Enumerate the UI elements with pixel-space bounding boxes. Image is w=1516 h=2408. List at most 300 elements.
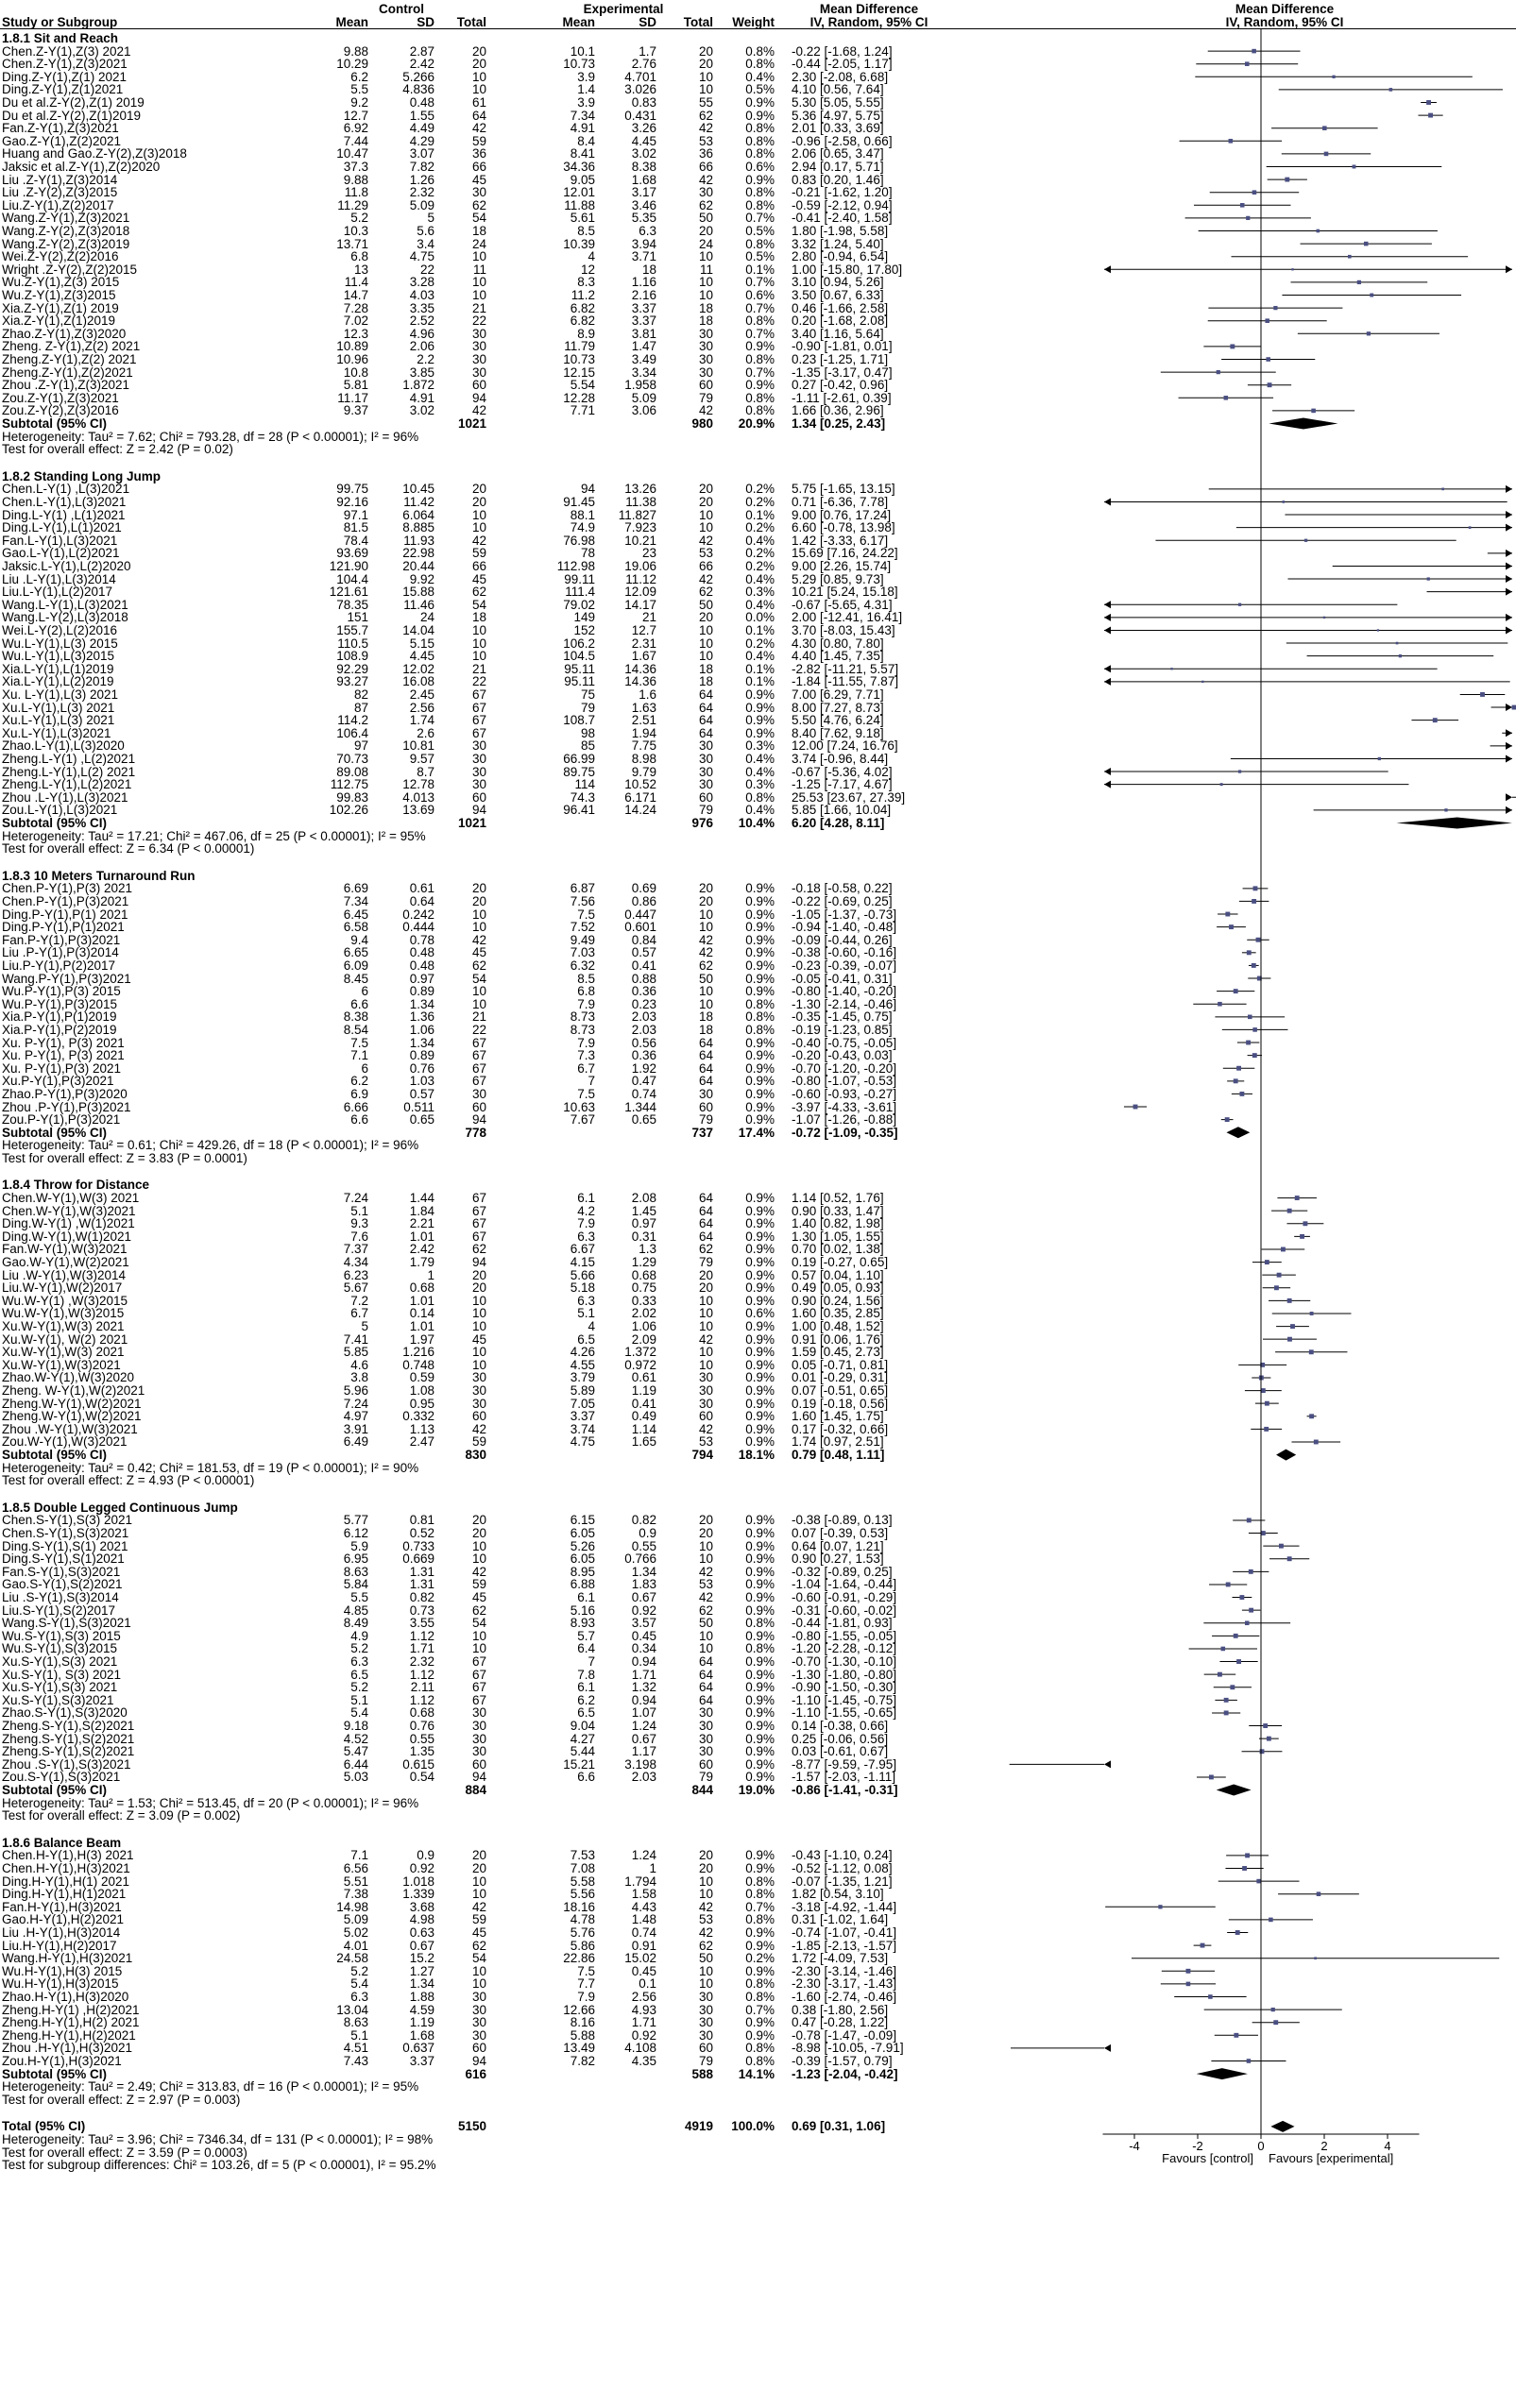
study-name: Xu.L-Y(1),L(3)2021 [2, 725, 111, 740]
study-w: 0.9% [745, 2015, 775, 2030]
study-w: 0.8% [745, 1616, 775, 1631]
study-name: Xu.W-Y(1),W(3)2021 [2, 1357, 121, 1372]
study-cn: 10 [471, 1887, 486, 1902]
study-cn: 10 [471, 920, 486, 935]
study-cn: 10 [471, 520, 486, 535]
study-em: 94 [580, 482, 595, 497]
study-name: Ding.Z-Y(1),Z(1)2021 [2, 82, 124, 97]
study-cn: 59 [471, 1577, 486, 1592]
study-csd: 4.98 [409, 1912, 434, 1927]
study-name: Zhou .S-Y(1),S(3)2021 [2, 1756, 131, 1772]
study-em: 85 [580, 738, 595, 754]
study-name: Liu .H-Y(1),H(3)2014 [2, 1925, 121, 1940]
study-csd: 1.339 [402, 1887, 434, 1902]
study-point [1309, 1349, 1314, 1354]
study-point [1217, 370, 1220, 374]
study-em: 112.98 [556, 558, 595, 573]
study-csd: 3.68 [409, 1899, 434, 1914]
study-cm: 4.51 [343, 2041, 368, 2056]
study-point [1279, 1544, 1284, 1549]
study-em: 4.91 [570, 121, 595, 136]
study-ci: 1.59 [0.45, 2.73] [792, 1345, 884, 1360]
study-w: 0.9% [745, 1654, 775, 1670]
study-ci: 8.00 [7.27, 8.73] [792, 700, 884, 715]
study-em: 7.5 [577, 907, 595, 922]
study-point [1264, 1427, 1269, 1432]
study-em: 99.11 [564, 571, 595, 586]
study-point [1260, 1749, 1265, 1754]
study-esd: 2.76 [631, 57, 656, 72]
study-w: 0.9% [745, 1345, 775, 1360]
study-en: 30 [698, 185, 713, 200]
study-name: Wu.L-Y(1),L(3)2015 [2, 649, 115, 664]
study-em: 78 [580, 546, 595, 561]
study-cn: 67 [471, 1692, 486, 1707]
study-name: Xu.W-Y(1), W(2) 2021 [2, 1331, 128, 1347]
study-en: 30 [698, 365, 713, 380]
ci-right-arrow [1506, 704, 1512, 711]
ci-right-arrow [1506, 806, 1512, 814]
overall-effect-note: Test for overall effect: Z = 2.97 (P = 0.003) [2, 2092, 241, 2107]
study-ci: -0.41 [-2.40, 1.58] [792, 211, 893, 226]
study-en: 42 [698, 1331, 713, 1347]
study-ci: -0.90 [-1.50, -0.30] [792, 1680, 897, 1695]
study-em: 7.8 [577, 1667, 595, 1682]
forest-plot-chart [1100, 0, 1516, 2408]
study-name: Fan.P-Y(1),P(3)2021 [2, 932, 121, 947]
study-w: 0.2% [745, 520, 775, 535]
study-cn: 30 [471, 1396, 486, 1411]
study-ci: -1.30 [-1.80, -0.80] [792, 1667, 897, 1682]
study-point [1277, 1273, 1282, 1278]
study-em: 13.49 [563, 2041, 595, 2056]
heterogeneity-note: Heterogeneity: Tau² = 2.49; Chi² = 313.83, df = 16 (P < 0.00001); I² = 95% [2, 2079, 419, 2094]
total-ci: 0.69 [0.31, 1.06] [792, 2119, 886, 2134]
study-w: 0.7% [745, 211, 775, 226]
study-name: Chen.Z-Y(1),Z(3)2021 [2, 57, 128, 72]
study-cm: 3.8 [350, 1370, 368, 1385]
study-esd: 0.431 [624, 108, 656, 123]
study-en: 18 [698, 314, 713, 329]
study-csd: 3.28 [409, 275, 434, 290]
subtotal-diamond [1276, 1450, 1296, 1461]
study-cm: 37.3 [343, 160, 368, 174]
study-esd: 2.03 [631, 1009, 656, 1025]
study-name: Zheng.S-Y(1),S(2)2021 [2, 1744, 135, 1759]
study-csd: 2.47 [409, 1434, 434, 1450]
study-em: 10.63 [563, 1099, 595, 1114]
study-en: 20 [698, 482, 713, 497]
study-esd: 0.91 [631, 1938, 656, 1953]
study-esd: 0.1 [639, 1976, 656, 1992]
study-point [1239, 1092, 1244, 1096]
study-point [1317, 1891, 1321, 1896]
study-cn: 45 [471, 1331, 486, 1347]
study-esd: 1.34 [631, 1564, 656, 1579]
study-csd: 1.35 [409, 1744, 434, 1759]
study-em: 98 [580, 725, 595, 740]
study-en: 30 [698, 2015, 713, 2030]
study-name: Wei.Z-Y(2),Z(2)2016 [2, 249, 119, 264]
study-cm: 6.12 [343, 1526, 368, 1541]
study-esd: 0.23 [631, 996, 656, 1011]
study-em: 3.79 [570, 1370, 595, 1385]
study-cn: 10 [471, 1552, 486, 1567]
study-point [1266, 357, 1270, 362]
study-em: 10.73 [563, 57, 595, 72]
study-cm: 9.18 [343, 1719, 368, 1734]
study-ci: 4.40 [1.45, 7.35] [792, 649, 884, 664]
study-point [1267, 1737, 1271, 1741]
study-en: 18 [698, 1022, 713, 1037]
study-name: Ding.W-Y(1) ,W(1)2021 [2, 1216, 135, 1231]
study-cm: 7.28 [343, 300, 368, 315]
study-w: 0.9% [745, 1074, 775, 1089]
study-en: 20 [698, 1861, 713, 1875]
ci-right-arrow [1506, 562, 1512, 569]
study-point [1186, 1982, 1191, 1987]
study-name: Xu.L-Y(1),L(3) 2021 [2, 700, 115, 715]
study-en: 60 [698, 789, 713, 805]
subtotal-weight: 20.9% [738, 416, 775, 431]
study-name: Chen.W-Y(1),W(3) 2021 [2, 1191, 140, 1206]
subtotal-control-total: 1021 [457, 815, 486, 830]
study-csd: 1.01 [409, 1229, 434, 1244]
study-point [1252, 190, 1257, 195]
study-ci: 1.66 [0.36, 2.96] [792, 403, 884, 418]
study-ci: 3.50 [0.67, 6.33] [792, 288, 884, 302]
study-ci: -0.22 [-1.68, 1.24] [792, 43, 893, 59]
study-csd: 15.2 [409, 1951, 434, 1966]
study-esd: 0.447 [624, 907, 656, 922]
total-overall-note: Test for overall effect: Z = 3.59 (P = 0.0003) [2, 2145, 247, 2160]
study-esd: 0.94 [631, 1654, 656, 1670]
study-cn: 59 [471, 1912, 486, 1927]
study-cm: 5.1 [350, 1203, 368, 1218]
study-em: 6.67 [570, 1242, 595, 1257]
study-ci: -0.05 [-0.41, 0.31] [792, 971, 893, 986]
study-cm: 5.1 [350, 1692, 368, 1707]
study-w: 0.7% [745, 1899, 775, 1914]
study-em: 5.1 [577, 1306, 595, 1321]
study-esd: 0.601 [624, 920, 656, 935]
study-en: 30 [698, 764, 713, 779]
study-name: Zheng.H-Y(1),H(2) 2021 [2, 2015, 140, 2030]
study-em: 6.88 [570, 1577, 595, 1592]
subtotal-weight: 10.4% [738, 815, 775, 830]
study-point [1246, 1041, 1251, 1045]
study-point [1269, 1918, 1273, 1923]
study-csd: 1.88 [409, 1990, 434, 2004]
study-point [1282, 500, 1285, 503]
study-en: 10 [698, 920, 713, 935]
study-csd: 1.34 [409, 1976, 434, 1992]
subtotal-ci: -0.72 [-1.09, -0.35] [792, 1125, 898, 1140]
study-ci: 2.94 [0.17, 5.71] [792, 160, 884, 174]
study-cm: 5.09 [343, 1912, 368, 1927]
study-w: 0.8% [745, 1022, 775, 1037]
study-name: Gao.W-Y(1),W(2)2021 [2, 1255, 129, 1270]
study-en: 42 [698, 571, 713, 586]
study-cm: 5.03 [343, 1770, 368, 1785]
study-ci: 0.07 [-0.39, 0.53] [792, 1526, 889, 1541]
study-esd: 1.24 [631, 1848, 656, 1863]
study-cm: 6.3 [350, 1990, 368, 2004]
study-en: 30 [698, 777, 713, 792]
study-w: 0.9% [745, 1112, 775, 1128]
study-w: 0.9% [745, 1203, 775, 1218]
study-cm: 5.02 [343, 1925, 368, 1940]
study-en: 64 [698, 713, 713, 728]
study-cn: 45 [471, 1590, 486, 1605]
study-esd: 1.58 [631, 1887, 656, 1902]
study-cn: 45 [471, 571, 486, 586]
study-csd: 3.07 [409, 146, 434, 161]
study-w: 0.9% [745, 1409, 775, 1424]
study-em: 7.5 [577, 1963, 595, 1978]
study-w: 0.8% [745, 2041, 775, 2056]
study-en: 64 [698, 725, 713, 740]
subtotal-diamond [1396, 817, 1512, 828]
study-csd: 0.242 [402, 907, 434, 922]
study-csd: 1.68 [409, 2027, 434, 2043]
study-esd: 1.71 [631, 1667, 656, 1682]
study-w: 0.9% [745, 1538, 775, 1553]
study-cm: 5.67 [343, 1280, 368, 1296]
study-csd: 0.68 [409, 1280, 434, 1296]
study-ci: 8.40 [7.62, 9.18] [792, 725, 884, 740]
study-esd: 4.45 [631, 133, 656, 148]
study-cn: 67 [471, 1074, 486, 1089]
study-point [1364, 242, 1369, 246]
study-en: 18 [698, 661, 713, 676]
study-name: Fan.L-Y(1),L(3)2021 [2, 533, 118, 548]
study-esd: 2.31 [631, 636, 656, 651]
study-ci: -0.22 [-0.69, 0.25] [792, 893, 893, 908]
study-w: 0.9% [745, 907, 775, 922]
study-en: 30 [698, 1086, 713, 1101]
study-em: 6.5 [577, 1705, 595, 1721]
study-cm: 155.7 [336, 622, 368, 637]
study-ci: 4.10 [0.56, 7.64] [792, 82, 884, 97]
study-ci: 0.64 [0.07, 1.21] [792, 1538, 884, 1553]
study-ci: -1.20 [-2.28, -0.12] [792, 1641, 897, 1656]
total-diamond [1270, 2121, 1294, 2132]
study-csd: 1.872 [402, 378, 434, 393]
ci-right-arrow [1506, 755, 1512, 762]
study-w: 0.9% [745, 1242, 775, 1257]
study-csd: 2.32 [409, 1654, 434, 1670]
study-en: 66 [698, 160, 713, 174]
study-esd: 0.92 [631, 2027, 656, 2043]
study-point [1300, 1234, 1304, 1239]
study-point [1396, 642, 1399, 645]
study-en: 30 [698, 1731, 713, 1746]
study-ci: -0.80 [-1.40, -0.20] [792, 984, 897, 999]
study-cn: 67 [471, 1191, 486, 1206]
study-cm: 6.45 [343, 907, 368, 922]
study-point [1221, 1647, 1226, 1652]
study-cn: 67 [471, 1048, 486, 1063]
study-en: 10 [698, 1874, 713, 1889]
study-ci: 2.80 [-0.94, 6.54] [792, 249, 889, 264]
study-name: Xia.P-Y(1),P(1)2019 [2, 1009, 117, 1025]
study-w: 0.1% [745, 661, 775, 676]
study-en: 60 [698, 1409, 713, 1424]
study-w: 0.9% [745, 881, 775, 896]
study-en: 20 [698, 224, 713, 238]
study-esd: 3.198 [624, 1756, 656, 1772]
study-w: 0.8% [745, 789, 775, 805]
study-em: 6.87 [570, 881, 595, 896]
study-point [1304, 539, 1307, 542]
study-esd: 3.94 [631, 236, 656, 251]
study-w: 0.8% [745, 57, 775, 72]
study-cm: 9.37 [343, 403, 368, 418]
study-em: 3.37 [570, 1409, 595, 1424]
study-cm: 14.98 [336, 1899, 368, 1914]
study-cm: 7.41 [343, 1331, 368, 1347]
study-ci: -3.18 [-4.92, -1.44] [792, 1899, 897, 1914]
study-en: 30 [698, 326, 713, 341]
study-ci: -0.90 [-1.81, 0.01] [792, 339, 893, 354]
study-em: 7.82 [570, 2054, 595, 2068]
study-cn: 10 [471, 288, 486, 302]
study-w: 0.9% [745, 1756, 775, 1772]
study-point [1209, 1775, 1214, 1780]
study-point [1186, 1969, 1191, 1974]
study-cn: 21 [471, 1009, 486, 1025]
study-point [1242, 1866, 1247, 1871]
subtotal-experimental-total: 794 [691, 1448, 713, 1463]
study-ci: 1.72 [-4.09, 7.53] [792, 1951, 889, 1966]
study-w: 0.9% [745, 984, 775, 999]
study-w: 0.7% [745, 275, 775, 290]
study-name: Wang.S-Y(1),S(3)2021 [2, 1616, 131, 1631]
study-cm: 4.85 [343, 1603, 368, 1618]
study-cn: 59 [471, 546, 486, 561]
ci-left-arrow [1104, 2044, 1111, 2052]
study-esd: 2.51 [631, 713, 656, 728]
study-cm: 4.9 [350, 1628, 368, 1643]
study-cn: 10 [471, 1345, 486, 1360]
study-em: 5.26 [570, 1538, 595, 1553]
study-esd: 8.98 [631, 751, 656, 766]
heterogeneity-note: Heterogeneity: Tau² = 0.42; Chi² = 181.53, df = 19 (P < 0.00001); I² = 90% [2, 1460, 419, 1475]
study-esd: 1.71 [631, 2015, 656, 2030]
study-cm: 11.17 [337, 390, 368, 405]
study-em: 5.86 [570, 1938, 595, 1953]
study-esd: 0.74 [631, 1086, 656, 1101]
study-cm: 6.6 [350, 1112, 368, 1128]
study-csd: 0.95 [409, 1396, 434, 1411]
study-cn: 45 [471, 172, 486, 187]
study-w: 0.9% [745, 1216, 775, 1231]
study-cm: 8.45 [343, 971, 368, 986]
subtotal-diamond [1269, 418, 1337, 430]
study-w: 0.7% [745, 365, 775, 380]
study-cn: 10 [471, 1357, 486, 1372]
study-cm: 13 [353, 262, 368, 277]
study-cn: 10 [471, 636, 486, 651]
study-name: Ding.Z-Y(1),Z(1) 2021 [2, 69, 128, 84]
study-em: 4.78 [570, 1912, 595, 1927]
study-point [1287, 1298, 1292, 1303]
study-em: 6.05 [570, 1526, 595, 1541]
study-csd: 1.01 [409, 1319, 434, 1334]
subgroup-differences-note: Test for subgroup differences: Chi² = 103.26, df = 5 (P < 0.00001), I² = 95.2% [2, 2158, 436, 2173]
study-csd: 0.78 [409, 932, 434, 947]
study-cm: 5.84 [343, 1577, 368, 1592]
study-cn: 67 [471, 1035, 486, 1050]
study-esd: 1.06 [631, 1319, 656, 1334]
study-ci: 1.00 [0.48, 1.52] [792, 1319, 884, 1334]
study-em: 6.82 [570, 300, 595, 315]
study-em: 4 [588, 249, 595, 264]
study-csd: 1.216 [402, 1345, 434, 1360]
study-em: 8.16 [570, 2015, 595, 2030]
heterogeneity-note: Heterogeneity: Tau² = 1.53; Chi² = 513.45, df = 20 (P < 0.00001); I² = 96% [2, 1795, 419, 1810]
study-em: 8.4 [577, 133, 595, 148]
study-en: 10 [698, 520, 713, 535]
ci-left-arrow [1104, 498, 1111, 505]
study-esd: 1.24 [631, 1719, 656, 1734]
study-en: 42 [698, 1590, 713, 1605]
study-point [1281, 1247, 1286, 1252]
study-name: Liu .W-Y(1),W(3)2014 [2, 1267, 127, 1282]
study-em: 95.11 [564, 661, 595, 676]
study-esd: 0.55 [631, 1538, 656, 1553]
subtotal-weight: 19.0% [738, 1783, 775, 1798]
study-ci: 7.00 [6.29, 7.71] [792, 687, 884, 702]
study-cn: 45 [471, 1925, 486, 1940]
study-esd: 1.68 [631, 172, 656, 187]
study-csd: 1 [427, 1267, 434, 1282]
study-name: Xia.P-Y(1),P(2)2019 [2, 1022, 117, 1037]
study-en: 20 [698, 610, 713, 625]
study-w: 0.8% [745, 121, 775, 136]
study-en: 30 [698, 2002, 713, 2017]
study-em: 8.3 [577, 275, 595, 290]
study-cn: 30 [471, 751, 486, 766]
study-esd: 3.26 [631, 121, 656, 136]
study-em: 7.34 [570, 108, 595, 123]
ci-left-arrow [1104, 781, 1111, 789]
study-csd: 5 [427, 211, 434, 226]
study-w: 0.8% [745, 352, 775, 366]
study-point [1253, 886, 1258, 890]
subtotal-experimental-total: 588 [691, 2066, 713, 2081]
study-point [1323, 617, 1325, 619]
study-name: Du et al.Z-Y(2),Z(1)2019 [2, 108, 142, 123]
study-ci: -0.67 [-5.36, 4.02] [792, 764, 893, 779]
study-ci: 25.53 [23.67, 27.39] [792, 789, 906, 805]
study-esd: 3.49 [631, 352, 656, 366]
study-csd: 10.45 [402, 482, 434, 497]
study-name: Wu.H-Y(1),H(3) 2015 [2, 1963, 123, 1978]
study-em: 1.4 [577, 82, 595, 97]
study-name: Chen.L-Y(1) ,L(3)2021 [2, 482, 130, 497]
study-esd: 0.41 [631, 1396, 656, 1411]
study-cn: 54 [471, 1616, 486, 1631]
study-ci: -0.44 [-1.81, 0.93] [792, 1616, 893, 1631]
study-esd: 6.3 [639, 224, 656, 238]
study-point [1433, 718, 1438, 722]
study-en: 64 [698, 1654, 713, 1670]
study-cm: 14.7 [343, 288, 368, 302]
study-en: 53 [698, 1434, 713, 1450]
study-en: 10 [698, 907, 713, 922]
